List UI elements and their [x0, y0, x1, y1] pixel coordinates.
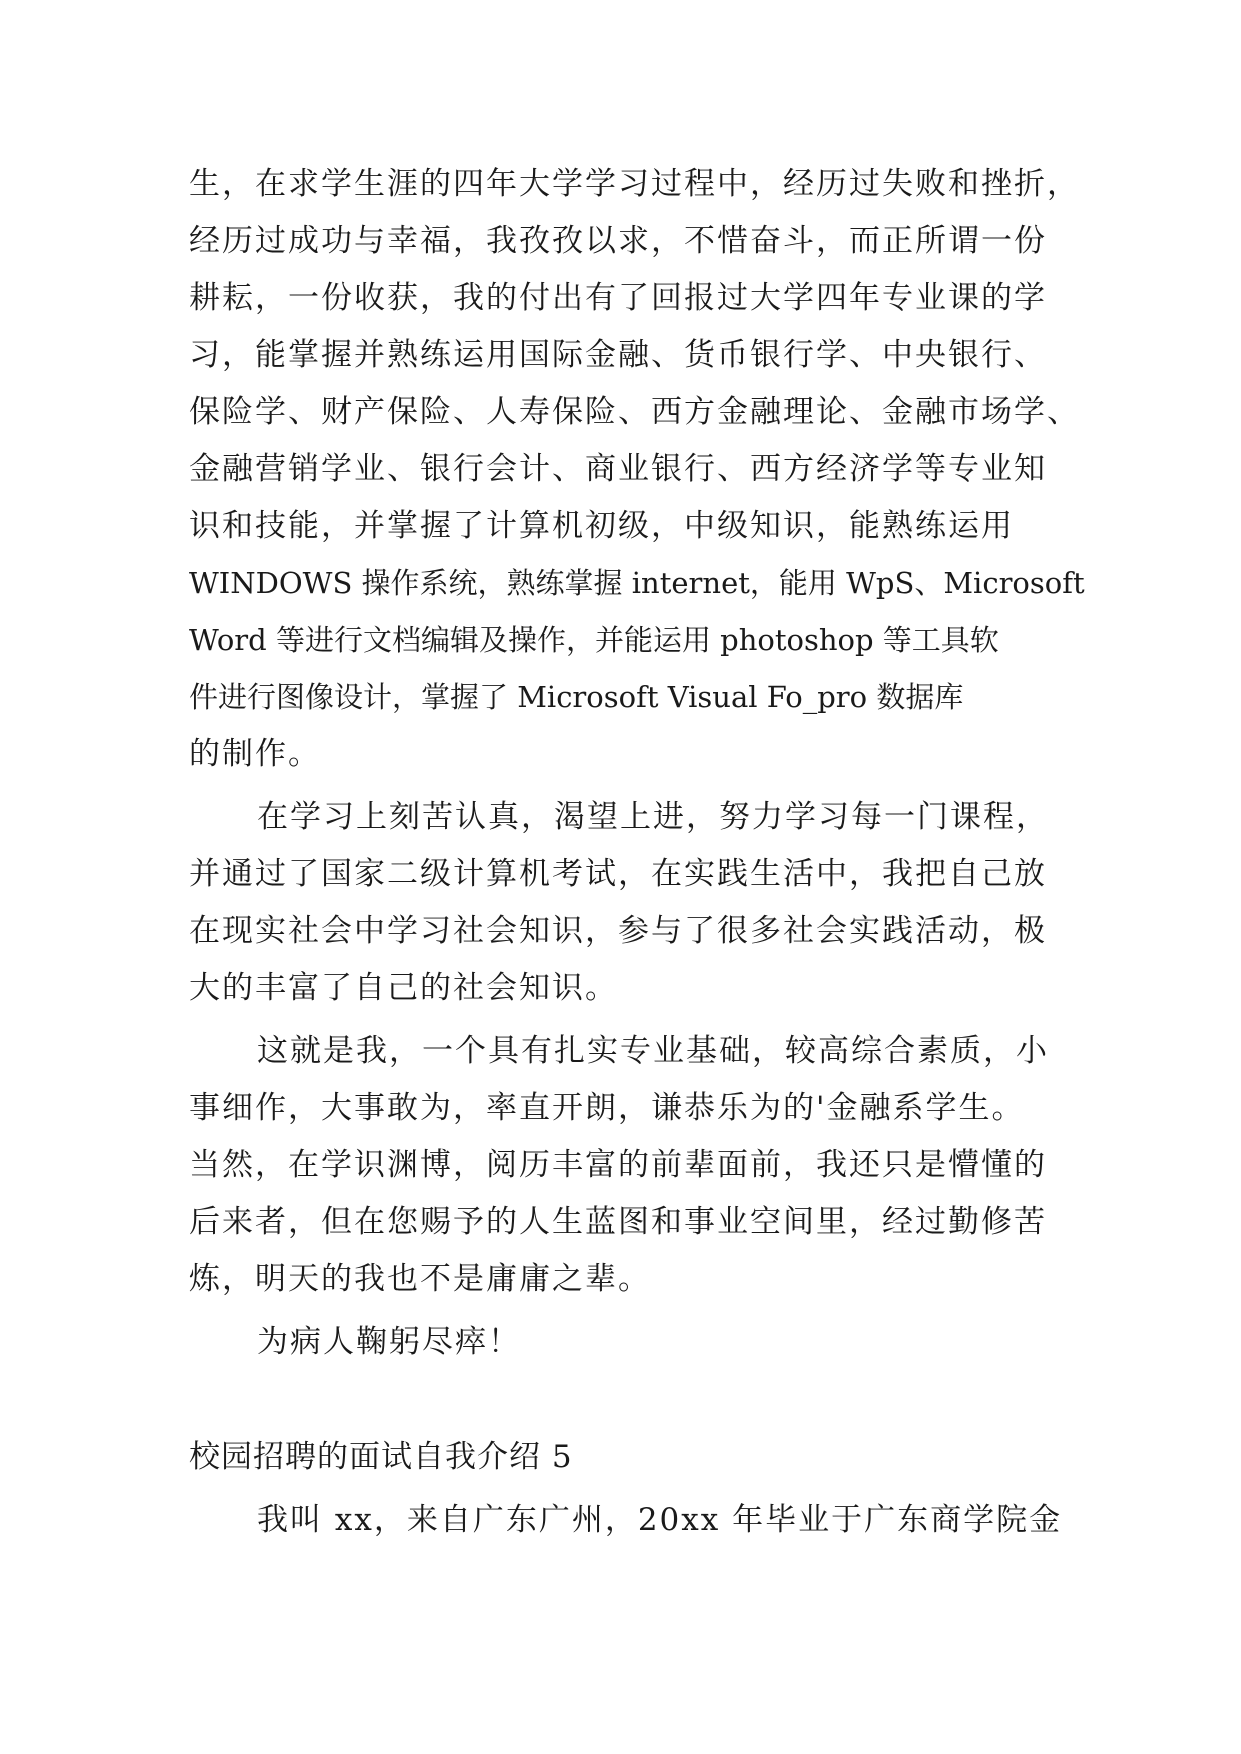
closing-line: 为病人鞠躬尽瘁！: [257, 1324, 521, 1360]
paragraph-line: 这就是我，一个具有扎实专业基础，较高综合素质，小: [257, 1033, 1049, 1069]
paragraph-line: 件进行图像设计，掌握了 Microsoft Visual Fo_pro 数据库: [189, 680, 964, 714]
paragraph-line: 我叫 xx，来自广东广州，20xx 年毕业于广东商学院金: [257, 1502, 1063, 1538]
paragraph-line: 后来者，但在您赐予的人生蓝图和事业空间里，经过勤修苦: [189, 1204, 1047, 1240]
paragraph-line: 经历过成功与幸福，我孜孜以求，不惜奋斗，而正所谓一份: [189, 223, 1047, 259]
paragraph-line: 当然，在学识渊博，阅历丰富的前辈面前，我还只是懵懂的: [189, 1147, 1047, 1183]
paragraph-line: 的制作。: [189, 736, 321, 772]
paragraph-line: Word 等进行文档编辑及操作，并能运用 photoshop 等工具软: [189, 623, 999, 657]
paragraph-line: 生，在求学生涯的四年大学学习过程中，经历过失败和挫折，: [189, 166, 1080, 202]
paragraph-line: 事细作，大事敢为，率直开朗，谦恭乐为的'金融系学生。: [189, 1090, 1025, 1126]
paragraph-line: 在学习上刻苦认真，渴望上进，努力学习每一门课程，: [257, 799, 1049, 835]
section-title: 校园招聘的面试自我介绍 5: [189, 1439, 573, 1475]
paragraph-line: 炼，明天的我也不是庸庸之辈。: [189, 1261, 651, 1297]
paragraph-line: 金融营销学业、银行会计、商业银行、西方经济学等专业知: [189, 451, 1047, 487]
paragraph-line: 保险学、财产保险、人寿保险、西方金融理论、金融市场学、: [189, 394, 1080, 430]
paragraph-line: 习，能掌握并熟练运用国际金融、货币银行学、中央银行、: [189, 337, 1047, 373]
paragraph-line: 耕耘，一份收获，我的付出有了回报过大学四年专业课的学: [189, 280, 1047, 316]
paragraph-line: 在现实社会中学习社会知识，参与了很多社会实践活动，极: [189, 913, 1047, 949]
paragraph-line: 大的丰富了自己的社会知识。: [189, 970, 618, 1006]
paragraph-line: 并通过了国家二级计算机考试，在实践生活中，我把自己放: [189, 856, 1047, 892]
paragraph-line: WINDOWS 操作系统，熟练掌握 internet，能用 WpS、Microsoft: [189, 566, 1085, 600]
paragraph-line: 识和技能，并掌握了计算机初级，中级知识，能熟练运用: [189, 508, 1014, 544]
